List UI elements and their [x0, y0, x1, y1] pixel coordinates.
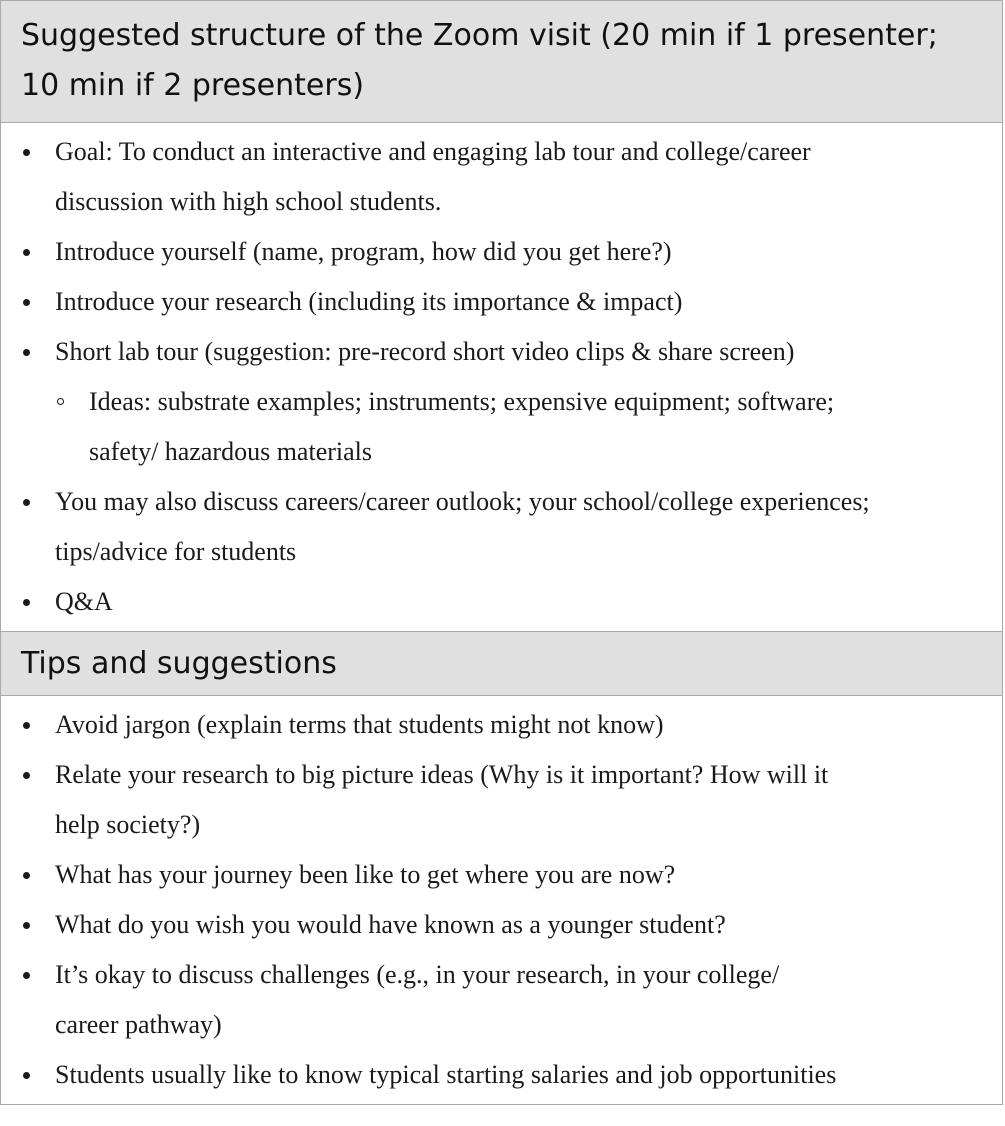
bullet-icon: [23, 599, 30, 606]
list-item: [1, 700, 1002, 750]
bullet-icon: [23, 722, 30, 729]
list-item: [1, 227, 1002, 277]
section-body-structure: [1, 123, 1002, 631]
bullet-icon: [23, 1072, 30, 1079]
bullet-icon: [23, 499, 30, 506]
bullet-icon: [23, 349, 30, 356]
section-title: Tips and suggestions: [21, 646, 337, 681]
bullet-icon: [23, 249, 30, 256]
section-header-tips: [1, 631, 1002, 696]
list-item-text: Introduce yourself (name, program, how did you get here?): [55, 237, 672, 266]
list-item: [1, 950, 851, 1050]
bullet-icon: [23, 772, 30, 779]
list-item: [1, 477, 951, 577]
list-item: [1, 327, 1002, 377]
section-title: Suggested structure of the Zoom visit (20 min if 1 presenter; 10 min if 2 presenters): [21, 18, 938, 103]
sub-list-item: [1, 377, 920, 477]
list-item-text: It’s okay to discuss challenges (e.g., in your research, in your college/ career pathway): [55, 960, 780, 1039]
list-item: [1, 1050, 1002, 1100]
bullet-icon: [23, 299, 30, 306]
list-item-text: You may also discuss careers/career outlook; your school/college experiences; tips/advice for students: [55, 487, 870, 566]
list-item-text: What has your journey been like to get where you are now?: [55, 860, 676, 889]
bullet-icon: [23, 872, 30, 879]
list-item-text: Avoid jargon (explain terms that students might not know): [55, 710, 664, 739]
list-item-text: Introduce your research (including its importance & impact): [55, 287, 683, 316]
list-item-text: Ideas: substrate examples; instruments; expensive equipment; software; safety/ hazardous materials: [89, 387, 835, 466]
section-header-structure: [1, 1, 1002, 123]
list-item-text: Students usually like to know typical starting salaries and job opportunities: [55, 1060, 837, 1089]
hollow-bullet-icon: [57, 398, 64, 405]
list-item: [1, 900, 1002, 950]
section-body-tips: [1, 696, 1002, 1104]
list-item: [1, 750, 851, 850]
list-item-text: Q&A: [55, 587, 113, 616]
list-item: [1, 127, 901, 227]
list-item: [1, 850, 1002, 900]
list-item: [1, 277, 1002, 327]
list-item-text: What do you wish you would have known as a younger student?: [55, 910, 726, 939]
list-item-text: Short lab tour (suggestion: pre-record short video clips & share screen): [55, 337, 795, 366]
bullet-icon: [23, 149, 30, 156]
bullet-icon: [23, 922, 30, 929]
bullet-icon: [23, 972, 30, 979]
bullet-list: [1, 127, 1002, 627]
bullet-list: [1, 700, 1002, 1100]
list-item: [1, 577, 1002, 627]
list-item-text: Relate your research to big picture ideas (Why is it important? How will it help society?): [55, 760, 829, 839]
list-item-text: Goal: To conduct an interactive and engaging lab tour and college/career discussion with high school students.: [55, 137, 811, 216]
